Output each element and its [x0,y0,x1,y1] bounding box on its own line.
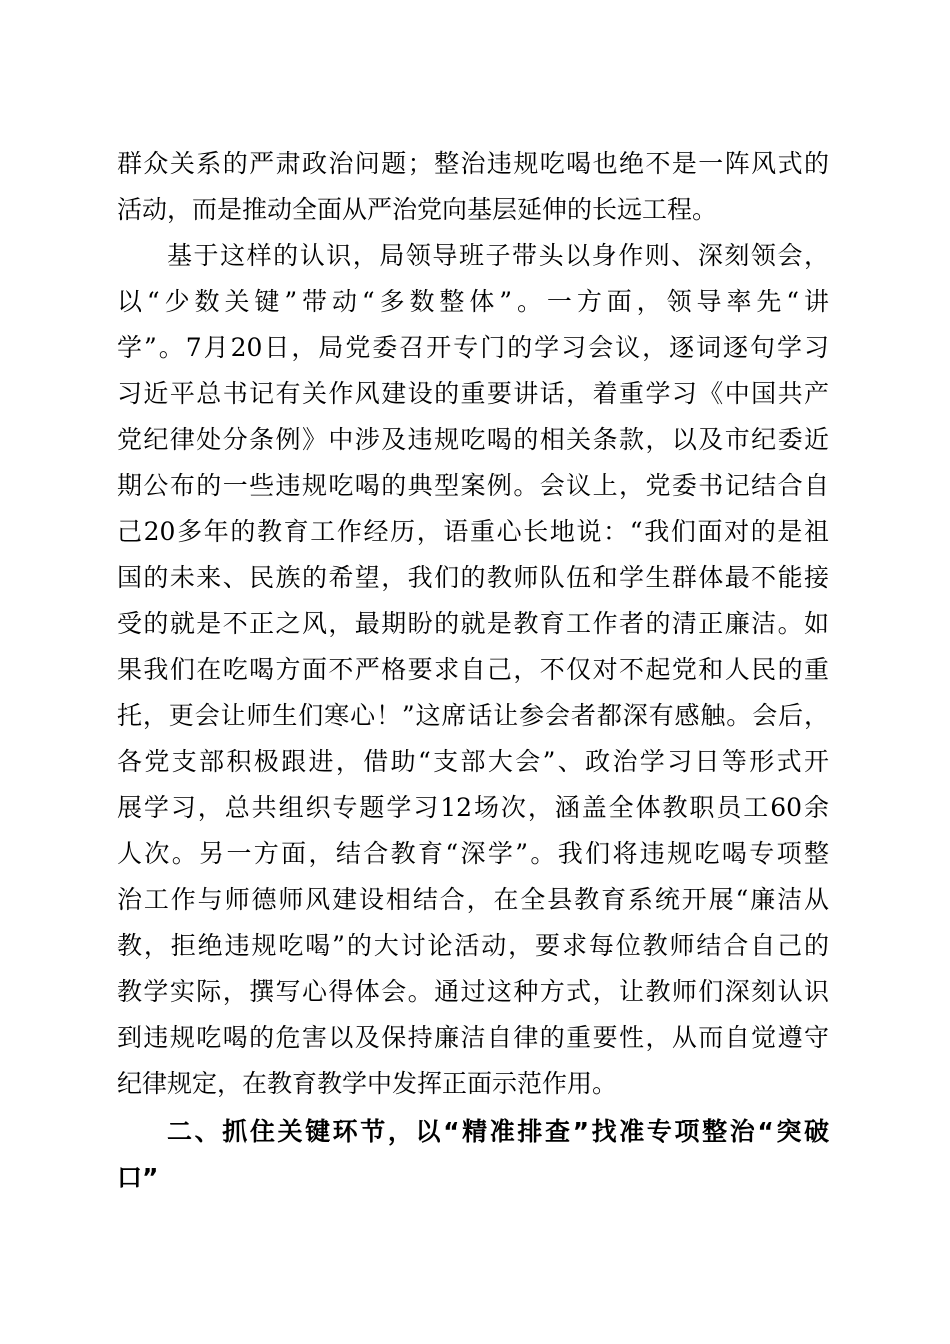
heading-line: 二、抓住关键环节，以“精准排查”找准专项整治“突破 [167,1117,829,1146]
text-line: 受的就是不正之风，最期盼的就是教育工作者的清正廉洁。如 [117,609,829,638]
text-line: 己20多年的教育工作经历，语重心长地说：“我们面对的是祖 [117,517,829,546]
document-page [117,141,829,1201]
text-line: 群众关系的严肃政治问题；整治违规吃喝也绝不是一阵风式的 [117,149,829,178]
text-line: 活动，而是推动全面从严治党向基层延伸的长远工程。 [117,195,718,224]
text-line: 教，拒绝违规吃喝”的大讨论活动，要求每位教师结合自己的 [117,931,829,960]
text-line: 各党支部积极跟进，借助“支部大会”、政治学习日等形式开 [117,747,829,776]
text-line: 人次。另一方面，结合教育“深学”。我们将违规吃喝专项整 [117,839,829,868]
text-line: 纪律规定，在教育教学中发挥正面示范作用。 [117,1069,618,1098]
text-line: 期公布的一些违规吃喝的典型案例。会议上，党委书记结合自 [117,471,829,500]
text-line: 习近平总书记有关作风建设的重要讲话，着重学习《中国共产 [117,379,829,408]
heading-line: 口” [117,1163,159,1192]
paragraph-2 [117,233,829,1107]
text-line: 治工作与师德师风建设相结合，在全县教育系统开展“廉洁从 [117,885,829,914]
text-line: 学”。7月20日，局党委召开专门的学习会议，逐词逐句学习 [117,333,829,362]
section-heading [117,1109,829,1201]
text-line: 展学习，总共组织专题学习12场次，涵盖全体教职员工60余 [117,793,829,822]
text-line: 基于这样的认识，局领导班子带头以身作则、深刻领会， [167,241,829,270]
paragraph-1 [117,141,829,233]
text-line: 教学实际，撰写心得体会。通过这种方式，让教师们深刻认识 [117,977,829,1006]
text-line: 托，更会让师生们寒心！”这席话让参会者都深有感触。会后， [117,701,829,730]
text-line: 到违规吃喝的危害以及保持廉洁自律的重要性，从而自觉遵守 [117,1023,829,1052]
text-line: 果我们在吃喝方面不严格要求自己，不仅对不起党和人民的重 [117,655,829,684]
text-line: 国的未来、民族的希望，我们的教师队伍和学生群体最不能接 [117,563,829,592]
text-line: 以“少数关键”带动“多数整体”。一方面，领导率先“讲 [117,287,829,316]
text-line: 党纪律处分条例》中涉及违规吃喝的相关条款，以及市纪委近 [117,425,829,454]
